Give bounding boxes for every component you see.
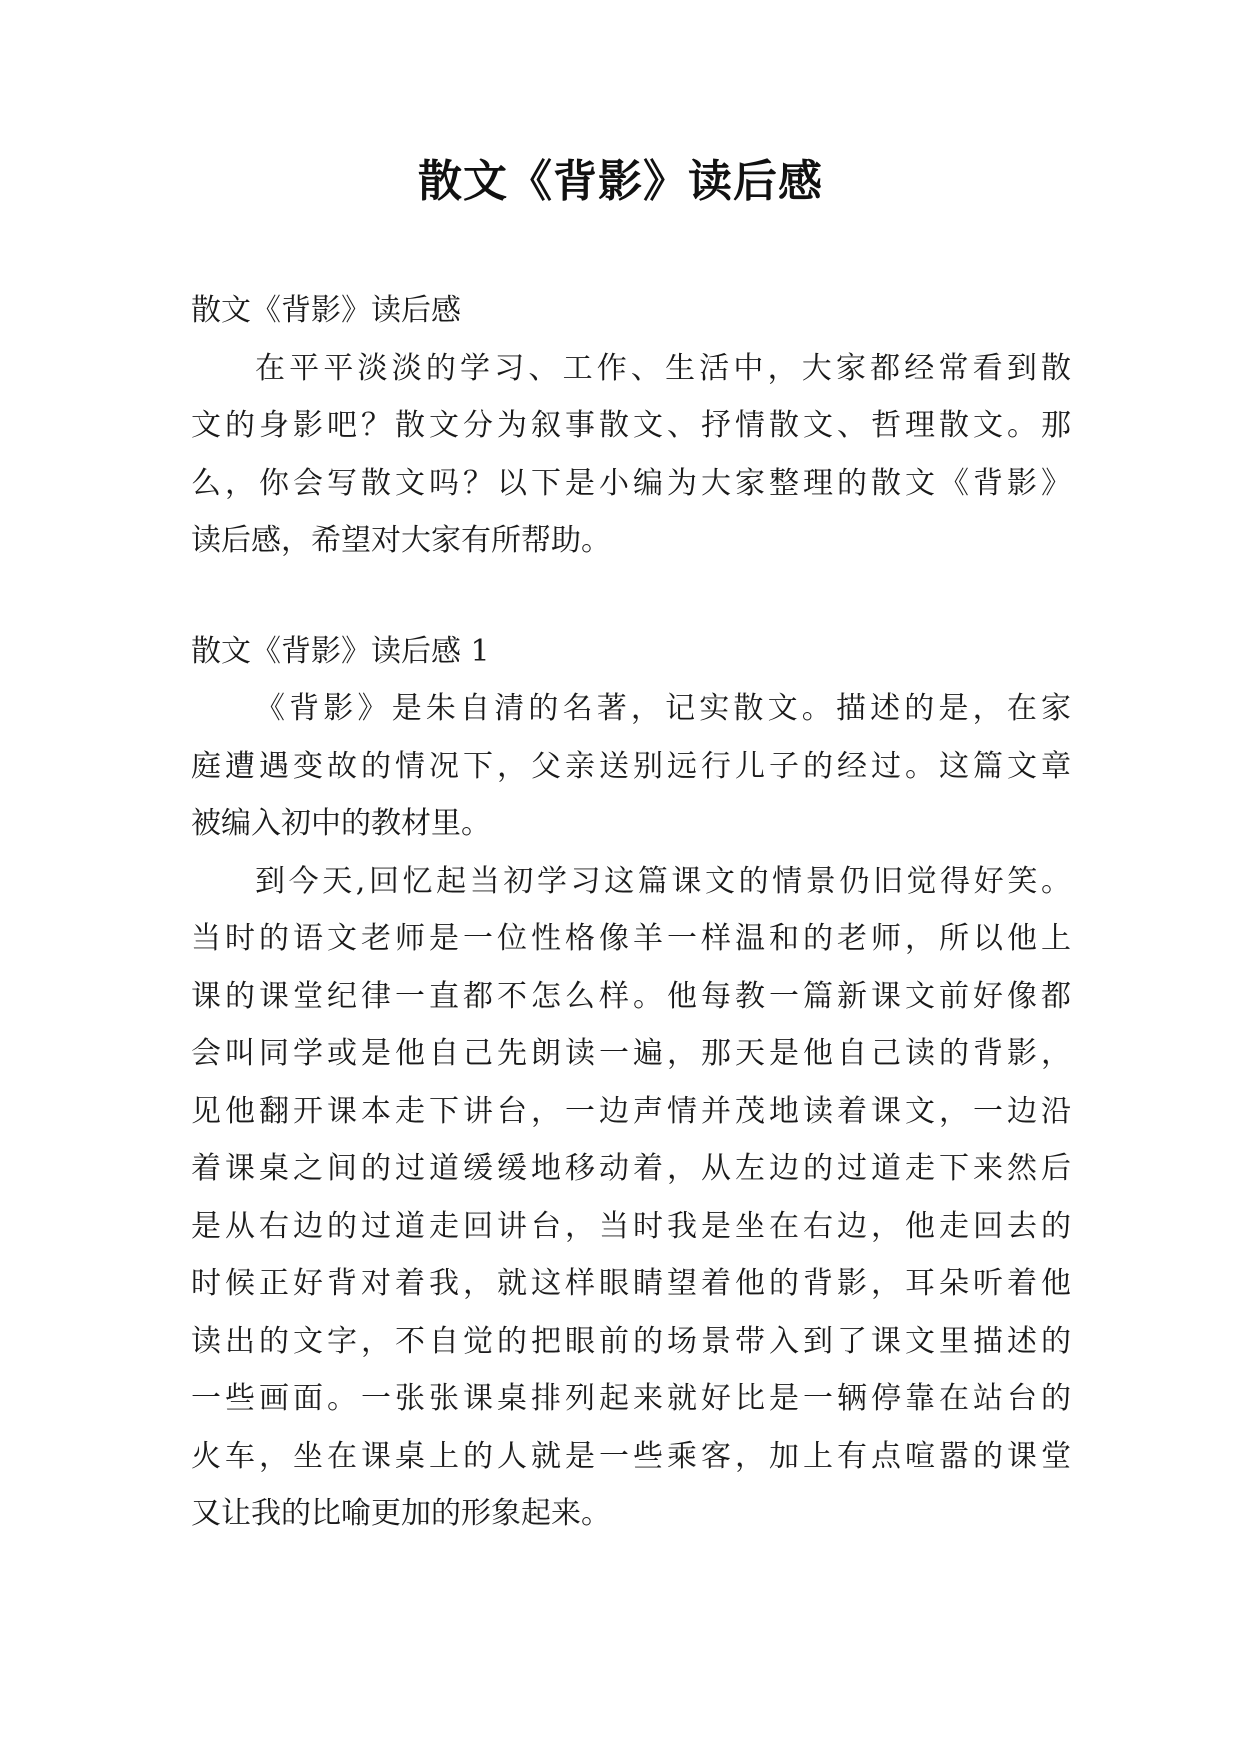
section-heading: 散文《背影》读后感 1 <box>191 633 490 669</box>
paragraph-line: 是从右边的过道走回讲台，当时我是坐在右边，他走回去的 <box>191 1208 1071 1244</box>
paragraph-line: 会叫同学或是他自己先朗读一遍，那天是他自己读的背影， <box>191 1036 1071 1071</box>
essay-paragraph <box>191 680 1071 853</box>
paragraph-line: 《背影》是朱自清的名著，记实散文。描述的是，在家 <box>255 691 1071 726</box>
paragraph-line: 到今天,回忆起当初学习这篇课文的情景仍旧觉得好笑。 <box>255 863 1071 899</box>
paragraph-line: 时候正好背对着我，就这样眼睛望着他的背影，耳朵听着他 <box>191 1266 1071 1301</box>
paragraph-line: 又让我的比喻更加的形象起来。 <box>191 1496 611 1531</box>
document-title: 散文《背影》读后感 <box>418 156 823 207</box>
paragraph-line: 么，你会写散文吗？以下是小编为大家整理的散文《背影》 <box>191 465 1071 501</box>
paragraph-line: 课的课堂纪律一直都不怎么样。他每教一篇新课文前好像都 <box>191 978 1071 1014</box>
section-spacer <box>191 570 1071 623</box>
paragraph-line: 在平平淡淡的学习、工作、生活中，大家都经常看到散 <box>255 350 1071 386</box>
paragraph-line: 着课桌之间的过道缓缓地移动着，从左边的过道走下来然后 <box>191 1151 1071 1186</box>
paragraph-line: 读出的文字，不自觉的把眼前的场景带入到了课文里描述的 <box>191 1323 1071 1359</box>
paragraph-line: 火车，坐在课桌上的人就是一些乘客，加上有点喧嚣的课堂 <box>191 1438 1071 1474</box>
paragraph-line: 当时的语文老师是一位性格像羊一样温和的老师，所以他上 <box>191 921 1071 956</box>
paragraph-line: 读后感，希望对大家有所帮助。 <box>191 523 611 558</box>
paragraph-line: 被编入初中的教材里。 <box>191 806 491 841</box>
paragraph-line: 见他翻开课本走下讲台，一边声情并茂地读着课文，一边沿 <box>191 1093 1071 1129</box>
document-body <box>191 282 1071 1543</box>
paragraph-line: 庭遭遇变故的情况下，父亲送别远行儿子的经过。这篇文章 <box>191 748 1071 784</box>
section-heading: 散文《背影》读后感 <box>191 293 461 328</box>
essay-paragraph <box>191 853 1071 1543</box>
paragraph-line: 文的身影吧？散文分为叙事散文、抒情散文、哲理散文。那 <box>191 408 1071 443</box>
intro-paragraph <box>191 340 1071 570</box>
paragraph-line: 一些画面。一张张课桌排列起来就好比是一辆停靠在站台的 <box>191 1381 1071 1416</box>
